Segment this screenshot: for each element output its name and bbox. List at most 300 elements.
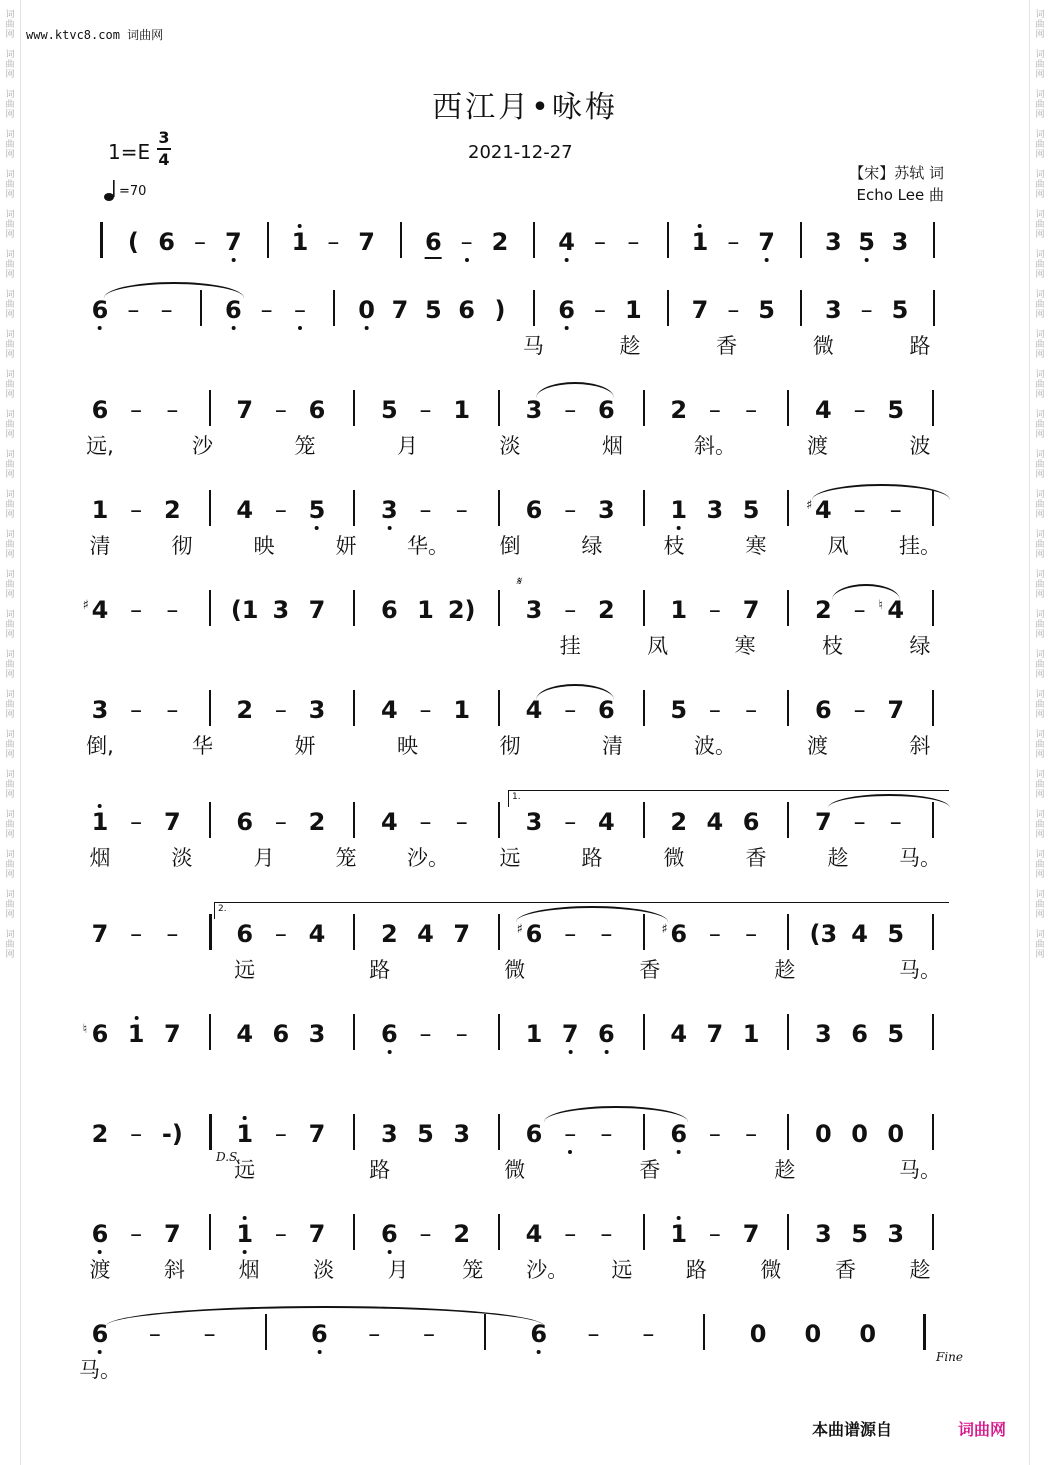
sustain-dash: – — [708, 396, 721, 424]
lyric-word: 烟 — [602, 434, 623, 458]
note: 3 — [91, 696, 109, 724]
lyric-word: 笼 — [294, 434, 316, 458]
left-side-watermark: 词 曲 网 词 曲 网 词 曲 网 词 曲 网 词 曲 网 词 曲 网 词 曲 网 词 曲 网 词 曲 网 词 曲 网 词 曲 网 词 曲 网 词 曲 网 词 曲 网 词 曲 网 词 曲 网 词 曲 网 词 曲 网 词 曲 网 词 曲 网 词 曲 网 词 曲 网 词 曲 网 词 曲 网 — [5, 10, 15, 960]
sustain-dash: – — [274, 1120, 287, 1148]
sustain-dash: – — [419, 1220, 432, 1248]
note: 4 ♯ — [815, 496, 832, 524]
note: 5 — [887, 1020, 905, 1048]
sustain-dash: – — [148, 1320, 161, 1348]
sustain-dash: – — [419, 1020, 432, 1048]
note: 7 — [308, 1220, 326, 1248]
sustain-dash: – — [130, 496, 143, 524]
note: -) — [161, 1120, 183, 1148]
sharp-icon: ♯ — [82, 598, 89, 613]
sustain-dash: – — [745, 1120, 758, 1148]
note: 2 — [815, 596, 832, 624]
note: 1 — [453, 696, 471, 724]
octave-dot — [231, 326, 235, 330]
barline — [498, 390, 500, 426]
sustain-dash: – — [327, 228, 340, 256]
octave-dot — [298, 326, 302, 330]
lyric-word: 寒 — [745, 534, 767, 558]
note: 6 — [742, 808, 760, 836]
octave-dot — [387, 526, 391, 530]
barline — [787, 802, 789, 838]
lyric-word: 彻 — [171, 534, 193, 558]
tie-slur — [536, 684, 614, 700]
note: 6 — [91, 396, 109, 424]
note: 6 — [530, 1320, 547, 1348]
note: 3 — [815, 1020, 832, 1048]
note: 2 — [308, 808, 326, 836]
sustain-dash: – — [166, 596, 179, 624]
sustain-dash: – — [708, 596, 721, 624]
quarter-note-icon — [104, 180, 116, 202]
octave-dot — [231, 258, 235, 262]
sustain-dash: – — [419, 808, 432, 836]
barline — [787, 1014, 789, 1050]
barline — [800, 290, 802, 326]
lyric-word: 枝 — [822, 634, 844, 658]
lyric-word: 路 — [369, 958, 391, 982]
note: 5 — [309, 496, 326, 524]
octave-dot — [568, 1050, 572, 1054]
note: 3 — [824, 228, 842, 256]
note: 6 — [381, 1220, 398, 1248]
lyric-word: 趁 — [774, 958, 796, 982]
volta-bracket — [508, 790, 949, 807]
left-margin-line — [20, 0, 21, 1465]
note: 4 — [381, 808, 398, 836]
sustain-dash: – — [455, 496, 468, 524]
lyric-word: 彻 — [499, 734, 521, 758]
barline — [533, 222, 535, 258]
octave-dot — [568, 1150, 572, 1154]
barline — [353, 490, 355, 526]
note: 5 — [887, 920, 905, 948]
barline — [787, 490, 789, 526]
lyric-word: 香 — [716, 334, 738, 358]
note: 4 — [815, 396, 832, 424]
note: ) — [494, 296, 506, 324]
note: 3 — [824, 296, 842, 324]
sustain-dash: – — [745, 696, 758, 724]
note: 1 — [670, 596, 688, 624]
note: 6 — [311, 1320, 328, 1348]
note: 6 — [225, 296, 242, 324]
lyric-word: 映 — [397, 734, 418, 758]
barline — [209, 914, 212, 950]
sustain-dash: – — [274, 696, 287, 724]
note: 7 — [742, 1220, 760, 1248]
octave-dot — [98, 804, 102, 808]
sustain-dash: – — [600, 920, 613, 948]
sustain-dash: – — [274, 396, 287, 424]
note: 1 — [624, 296, 642, 324]
lyric-word: 香 — [639, 1158, 661, 1182]
lyric-word: 斜 — [909, 734, 931, 758]
lyric-word: 烟 — [89, 846, 111, 870]
barline — [667, 290, 669, 326]
barline — [100, 222, 103, 258]
note: 7 — [691, 296, 709, 324]
lyric-word: 微 — [504, 958, 526, 982]
note: 1 — [91, 496, 109, 524]
sustain-dash: – — [130, 596, 143, 624]
sustain-dash: – — [203, 1320, 216, 1348]
barline — [932, 1014, 934, 1050]
note: 1 — [670, 1220, 687, 1248]
barline — [932, 1214, 934, 1250]
note: 3 — [525, 808, 543, 836]
volta-bracket — [214, 902, 949, 919]
sharp-icon: ♯ — [806, 498, 813, 513]
barline — [498, 1114, 500, 1150]
sustain-dash: – — [294, 296, 306, 324]
note: 5 — [417, 1120, 434, 1148]
note: 7 — [163, 1020, 181, 1048]
note: 0 — [815, 1120, 832, 1148]
note: 6 ♯ — [526, 920, 543, 948]
barline — [643, 1014, 645, 1050]
sustain-dash: – — [564, 1220, 577, 1248]
sustain-dash: – — [166, 696, 179, 724]
meter-bottom: 4 — [158, 150, 170, 169]
note: 6 — [425, 228, 442, 256]
barline — [498, 914, 500, 950]
note: 2 — [491, 228, 509, 256]
sustain-dash: – — [160, 296, 173, 324]
note: 6 — [92, 1220, 109, 1248]
lyric-word: 渡 — [89, 1258, 111, 1282]
sustain-dash: – — [274, 1220, 287, 1248]
octave-dot — [243, 1116, 247, 1120]
sustain-dash: – — [594, 296, 606, 324]
sustain-dash: – — [274, 496, 287, 524]
sharp-icon: ♯ — [516, 922, 523, 937]
sustain-dash: – — [708, 1120, 721, 1148]
meter-top: 3 — [158, 128, 170, 147]
octave-dot — [765, 258, 769, 262]
note: 4 — [236, 496, 254, 524]
barline — [353, 1014, 355, 1050]
note: 2) — [447, 596, 476, 624]
barline — [787, 590, 789, 626]
note: 6 — [381, 1020, 398, 1048]
note: 3 — [815, 1220, 832, 1248]
lyric-word: 烟 — [238, 1258, 260, 1282]
octave-dot — [243, 1216, 247, 1220]
barline — [209, 1014, 211, 1050]
lyric-word: 沙 — [192, 434, 213, 458]
sustain-dash: – — [708, 920, 721, 948]
lyric-word: 倒, — [86, 734, 114, 758]
barline — [932, 690, 934, 726]
note: 0 — [804, 1320, 822, 1348]
lyric-word: 妍 — [335, 534, 357, 558]
barline — [787, 914, 789, 950]
note: 3 — [706, 496, 724, 524]
note: 7 — [236, 396, 254, 424]
lyric-word: 远 — [234, 958, 256, 982]
note: 7 — [742, 596, 760, 624]
sustain-dash: – — [564, 696, 577, 724]
note: 1 — [670, 496, 687, 524]
page-title: 西江月•咏梅 — [432, 90, 618, 125]
note: 5 — [381, 396, 398, 424]
note: 6 — [851, 1020, 868, 1048]
note: 6 — [598, 696, 615, 724]
barline — [209, 1214, 211, 1250]
barline — [643, 390, 645, 426]
octave-dot — [98, 326, 102, 330]
site-watermark[interactable]: www.ktvc8.com 词曲网 — [26, 28, 164, 42]
note: 6 — [272, 1020, 290, 1048]
lyric-word: 路 — [909, 334, 931, 358]
octave-dot — [565, 258, 569, 262]
sustain-dash: – — [594, 228, 606, 256]
sustain-dash: – — [130, 696, 143, 724]
score-date: 2021-12-27 — [468, 142, 573, 163]
lyric-word: 月 — [387, 1258, 409, 1282]
note: 7 — [758, 228, 775, 256]
note: 7 — [308, 1120, 326, 1148]
lyric-word: 淡 — [171, 846, 193, 870]
note: 1 — [128, 1020, 145, 1048]
lyric-word: 沙。 — [407, 846, 449, 870]
lyric-word: 妍 — [294, 734, 316, 758]
lyric-word: 渡 — [807, 734, 828, 758]
sustain-dash: – — [461, 228, 473, 256]
natural-icon: ♮ — [82, 1022, 88, 1037]
sustain-dash: – — [564, 496, 577, 524]
note: 7 — [391, 296, 409, 324]
sustain-dash: – — [600, 1120, 613, 1148]
lyric-word: 华。 — [407, 534, 449, 558]
note: 2 — [598, 596, 615, 624]
note: 2 — [91, 1120, 109, 1148]
note: 4 — [851, 920, 868, 948]
lyric-word: 路 — [685, 1258, 707, 1282]
barline — [209, 590, 211, 626]
note: 1 — [236, 1120, 253, 1148]
sustain-dash: – — [727, 228, 740, 256]
note: 4 — [598, 808, 615, 836]
lyric-word: 淡 — [313, 1258, 335, 1282]
note: 5 — [424, 296, 442, 324]
note: 0 — [859, 1320, 877, 1348]
octave-dot — [98, 1250, 102, 1254]
note: 5 — [858, 228, 875, 256]
note: 7 — [163, 808, 181, 836]
sustain-dash: – — [368, 1320, 381, 1348]
note: 6 — [381, 596, 398, 624]
natural-icon: ♮ — [878, 598, 884, 613]
note: 3 — [381, 496, 398, 524]
sustain-dash: – — [642, 1320, 655, 1348]
sustain-dash: – — [889, 808, 902, 836]
note: (1 — [230, 596, 259, 624]
note: 4 ♯ — [92, 596, 109, 624]
note: 4 — [417, 920, 434, 948]
barline — [703, 1314, 705, 1350]
note: 3 — [887, 1220, 905, 1248]
lyric-word: 微 — [760, 1258, 782, 1282]
sustain-dash: – — [587, 1320, 600, 1348]
sustain-dash: – — [564, 1120, 576, 1148]
sustain-dash: – — [853, 808, 866, 836]
sustain-dash: – — [130, 1120, 143, 1148]
lyric-word: 香 — [745, 846, 767, 870]
barline — [533, 290, 535, 326]
octave-dot — [98, 1350, 102, 1354]
sustain-dash: – — [274, 920, 287, 948]
note: 6 ♮ — [92, 1020, 109, 1048]
segno-icon: 𝄋 — [516, 574, 522, 588]
barline — [932, 914, 934, 950]
sustain-dash: – — [564, 920, 577, 948]
sustain-dash: – — [130, 808, 143, 836]
lyric-word: 马。 — [79, 1358, 121, 1382]
lyric-word: 波 — [909, 434, 931, 458]
sustain-dash: – — [274, 808, 287, 836]
lyric-word: 沙。 — [526, 1258, 569, 1282]
lyric-word: 香 — [639, 958, 661, 982]
barline — [787, 390, 789, 426]
octave-dot — [315, 526, 319, 530]
barline — [209, 1114, 212, 1150]
barline — [932, 390, 934, 426]
lyric-word: 香 — [834, 1258, 856, 1282]
lyric-word: 月 — [397, 434, 418, 458]
lyric-word: 马 — [522, 334, 544, 358]
note: 7 — [91, 920, 109, 948]
lyric-word: 凤 — [827, 534, 849, 558]
barline — [353, 1214, 355, 1250]
note: 4 — [706, 808, 724, 836]
note: 2 — [453, 1220, 471, 1248]
sustain-dash: – — [166, 396, 179, 424]
note: 6 — [158, 228, 176, 256]
lyric-word: 远, — [86, 434, 114, 458]
note: 6 — [308, 396, 326, 424]
sustain-dash: – — [627, 228, 640, 256]
sustain-dash: – — [423, 1320, 436, 1348]
lyric-word: 马。 — [899, 1158, 941, 1182]
sustain-dash: – — [419, 396, 432, 424]
beam-underline — [425, 257, 442, 259]
note: 2 — [381, 920, 398, 948]
right-side-watermark: 词 曲 网 词 曲 网 词 曲 网 词 曲 网 词 曲 网 词 曲 网 词 曲 网 词 曲 网 词 曲 网 词 曲 网 词 曲 网 词 曲 网 词 曲 网 词 曲 网 词 曲 网 词 曲 网 词 曲 网 词 曲 网 词 曲 网 词 曲 网 词 曲 网 词 曲 网 词 曲 网 词 曲 网 — [1035, 10, 1045, 960]
lyric-word: 挂。 — [899, 534, 941, 558]
tie-slur — [544, 1106, 688, 1122]
barline — [267, 222, 269, 258]
note: 3 — [308, 696, 326, 724]
note: 5 — [670, 696, 688, 724]
tempo-marking — [104, 180, 146, 202]
octave-dot — [565, 326, 569, 330]
lyric-word: 笼 — [462, 1258, 484, 1282]
sustain-dash: – — [130, 396, 143, 424]
barline — [498, 690, 500, 726]
sustain-dash: – — [166, 920, 179, 948]
note: 4 — [381, 696, 398, 724]
volta-label: 1. — [512, 792, 521, 802]
note: 1 — [236, 1220, 253, 1248]
note: 6 — [92, 296, 109, 324]
lyric-word: 趁 — [909, 1258, 931, 1282]
barline — [643, 1214, 645, 1250]
barline — [932, 1114, 934, 1150]
octave-dot — [677, 1150, 681, 1154]
octave-dot — [865, 258, 869, 262]
sustain-dash: – — [708, 696, 721, 724]
octave-dot — [698, 224, 702, 228]
sustain-dash: – — [600, 1220, 613, 1248]
lyric-word: 远 — [499, 846, 521, 870]
note: 1 — [92, 808, 109, 836]
note: 2 — [670, 808, 688, 836]
lyric-word: 微 — [812, 334, 834, 358]
sustain-dash: – — [194, 228, 206, 256]
note: 0 — [358, 296, 375, 324]
barline — [353, 590, 355, 626]
lyric-word: 趁 — [774, 1158, 796, 1182]
note: (3 — [809, 920, 838, 948]
octave-dot — [465, 258, 469, 262]
lyric-word: 远 — [611, 1258, 633, 1282]
barline — [498, 1214, 500, 1250]
note: 3 — [381, 1120, 398, 1148]
barline — [333, 290, 335, 326]
barline — [498, 490, 500, 526]
lyric-word: 挂 — [559, 634, 581, 658]
note: 6 — [525, 1120, 543, 1148]
barline — [498, 590, 500, 626]
tie-slur — [812, 484, 950, 500]
sustain-dash: – — [455, 808, 468, 836]
lyric-word: 绿 — [909, 634, 931, 658]
barline — [209, 690, 211, 726]
octave-dot — [317, 1350, 321, 1354]
barline — [643, 590, 645, 626]
lyric-word: 马。 — [899, 958, 941, 982]
footer-site-link[interactable]: 词曲网 — [958, 1420, 1007, 1439]
barline — [933, 290, 935, 326]
sustain-dash: – — [860, 296, 873, 324]
octave-dot — [677, 1216, 681, 1220]
octave-dot — [365, 326, 369, 330]
note: 5 — [887, 396, 905, 424]
lyric-word: 趁 — [827, 846, 849, 870]
note: 7 — [706, 1020, 724, 1048]
barline — [643, 690, 645, 726]
barline — [933, 222, 935, 258]
sustain-dash: – — [419, 496, 432, 524]
lyric-word: 笼 — [335, 846, 357, 870]
barline — [787, 690, 789, 726]
sustain-dash: – — [853, 696, 866, 724]
octave-dot — [604, 1050, 608, 1054]
barline — [923, 1314, 926, 1350]
fine-mark: Fine — [936, 1350, 963, 1364]
sustain-dash: – — [130, 1220, 143, 1248]
lyric-word: 斜 — [164, 1258, 186, 1282]
barline — [353, 802, 355, 838]
lyric-word: 微 — [663, 846, 685, 870]
tempo-value: =70 — [119, 183, 147, 199]
lyric-word: 远 — [234, 1158, 256, 1182]
